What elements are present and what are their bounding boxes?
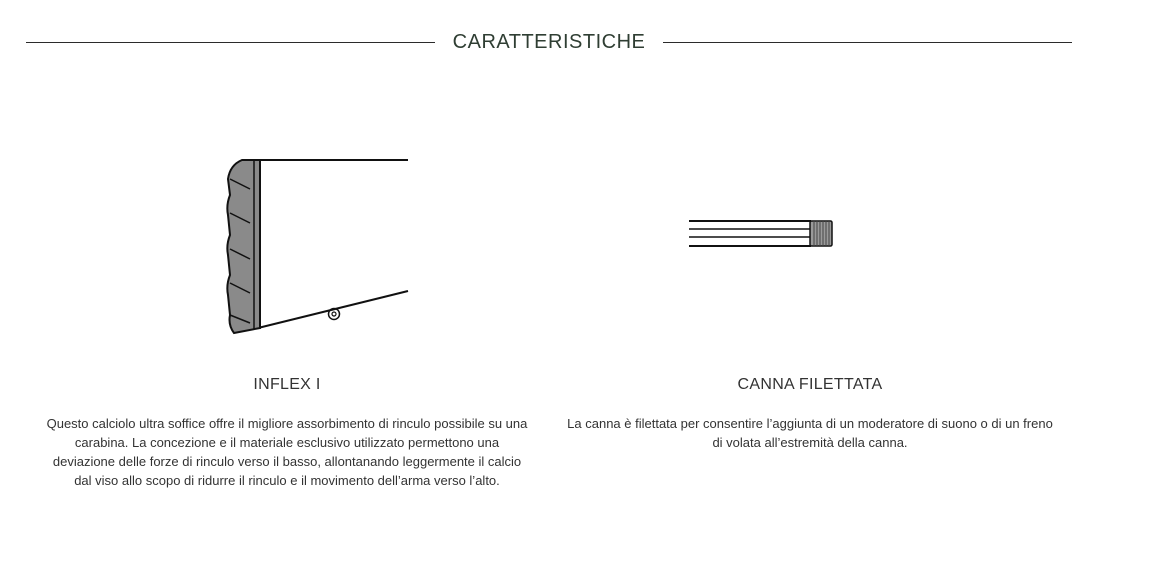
header-rule-right	[663, 42, 1072, 43]
section-header	[26, 28, 1072, 56]
feature-title: INFLEX I	[253, 376, 321, 393]
section-title: CARATTERISTICHE	[452, 30, 646, 53]
feature-illustration	[565, 100, 1055, 362]
feature-title: CANNA FILETTATA	[737, 376, 883, 393]
header-rule-left	[26, 42, 435, 43]
feature-illustration	[42, 100, 532, 362]
feature-description: Questo calciolo ultra soffice offre il migliore assorbimento di rinculo possibile su una carabina. La concezione e il materiale esclusivo utilizzato permettono una deviazione delle forze di rinculo verso il basso, allontanando leggermente il calcio dal viso allo scopo di ridurre il rinculo e il movimento dell’arma verso l’alto.	[46, 416, 528, 488]
feature-inflex	[42, 100, 532, 490]
threaded-barrel-icon	[689, 218, 837, 250]
feature-description: La canna è filettata per consentire l’aggiunta di un moderatore di suono o di un freno di volata all’estremità della canna.	[567, 416, 1053, 450]
feature-canna-filettata	[565, 100, 1055, 452]
recoil-pad-stock-icon	[222, 155, 412, 337]
